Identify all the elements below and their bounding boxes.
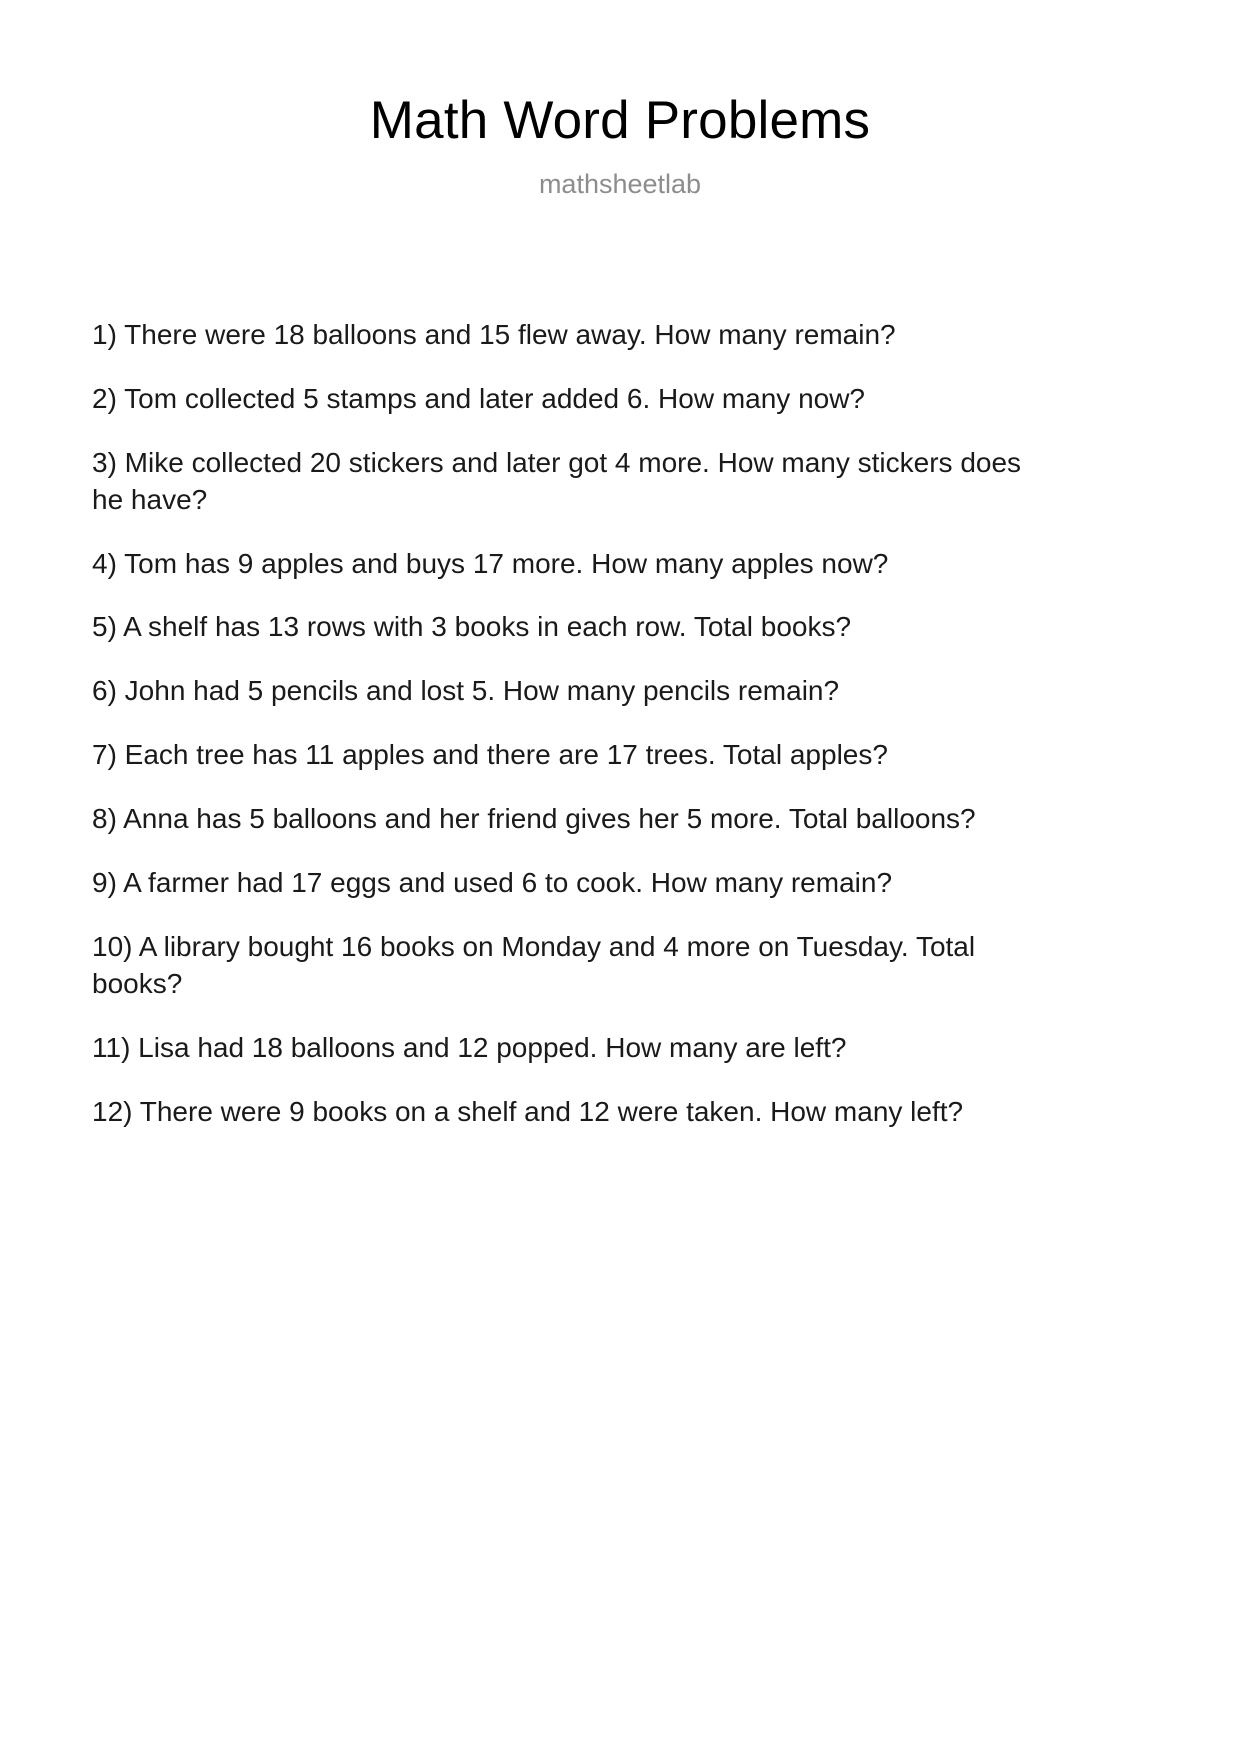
list-item: 10) A library bought 16 books on Monday and 4 more on Tuesday. Total books? [92,931,976,1000]
list-item: 5) A shelf has 13 rows with 3 books in each row. Total books? [92,611,852,643]
list-item: 4) Tom has 9 apples and buys 17 more. How many apples now? [92,547,889,579]
list-item: 6) John had 5 pencils and lost 5. How many pencils remain? [92,675,840,707]
list-item: 11) Lisa had 18 balloons and 12 popped. How many are left? [92,1032,847,1064]
list-item: 8) Anna has 5 balloons and her friend gives her 5 more. Total balloons? [92,803,976,835]
problem-list [88,317,1152,1131]
list-item: 12) There were 9 books on a shelf and 12 were taken. How many left? [92,1096,964,1128]
list-item: 7) Each tree has 11 apples and there are 17 trees. Total apples? [92,739,888,771]
list-item: 1) There were 18 balloons and 15 flew away. How many remain? [92,318,896,350]
page-subtitle: mathsheetlab [538,169,702,200]
list-item: 3) Mike collected 20 stickers and later got 4 more. How many stickers does he have? [92,446,1022,515]
page-title: Math Word Problems [369,91,871,150]
list-item: 9) A farmer had 17 eggs and used 6 to cook. How many remain? [92,867,893,899]
list-item: 2) Tom collected 5 stamps and later added 6. How many now? [92,382,866,414]
